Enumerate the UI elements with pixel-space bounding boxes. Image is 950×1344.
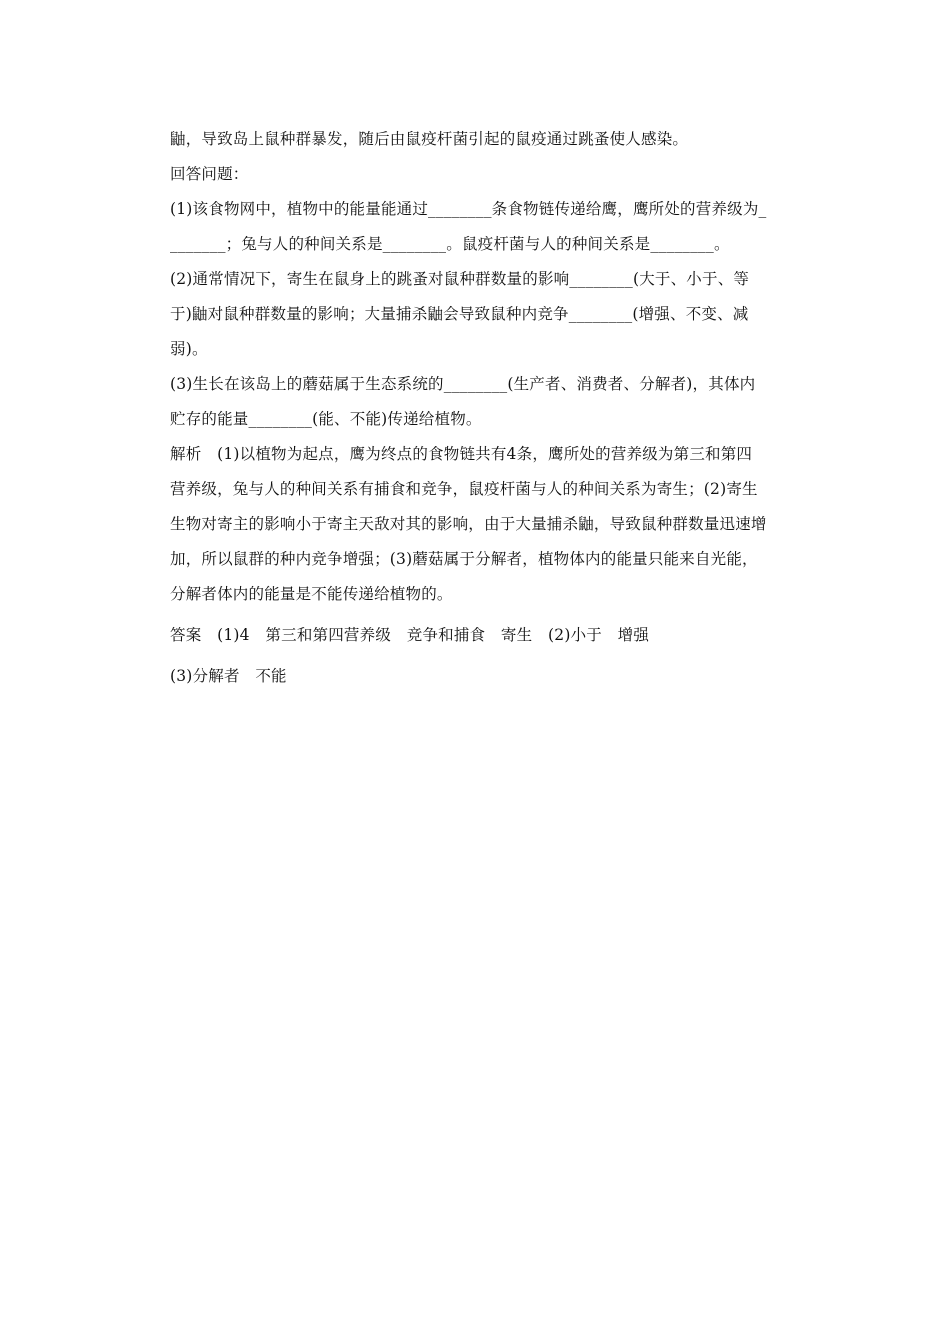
text-line-1: 鼬，导致岛上鼠种群暴发，随后由鼠疫杆菌引起的鼠疫通过跳蚤使人感染。 xyxy=(170,130,689,148)
question-1-line-2: _______；兔与人的种间关系是________。鼠疫杆菌与人的种间关系是________。 xyxy=(170,235,730,253)
analysis-line-5: 分解者体内的能量是不能传递给植物的。 xyxy=(170,585,453,603)
analysis-line-4: 加，所以鼠群的种内竞争增强；(3)蘑菇属于分解者，植物体内的能量只能来自光能， xyxy=(170,550,758,568)
analysis-line-3: 生物对寄主的影响小于寄主天敌对其的影响，由于大量捕杀鼬，导致鼠种群数量迅速增 xyxy=(170,515,767,533)
answer-line-2: (3)分解者 不能 xyxy=(170,667,287,685)
analysis-line-2: 营养级，兔与人的种间关系有捕食和竞争，鼠疫杆菌与人的种间关系为寄生；(2)寄生 xyxy=(170,480,758,498)
question-2-line-2: 于)鼬对鼠种群数量的影响；大量捕杀鼬会导致鼠种内竞争________(增强、不变、减 xyxy=(170,305,749,323)
question-3-line-2: 贮存的能量________(能、不能)传递给植物。 xyxy=(170,410,482,428)
question-2-line-1: (2)通常情况下，寄生在鼠身上的跳蚤对鼠种群数量的影响________(大于、小于、等 xyxy=(170,270,750,288)
analysis-line-1: 解析 (1)以植物为起点，鹰为终点的食物链共有4条，鹰所处的营养级为第三和第四 xyxy=(170,445,753,463)
document-page xyxy=(170,122,810,694)
question-1-line-1: (1)该食物网中，植物中的能量能通过________条食物链传递给鹰，鹰所处的营养级为_ xyxy=(170,200,767,218)
answer-line-1: 答案 (1)4 第三和第四营养级 竞争和捕食 寄生 (2)小于 增强 xyxy=(170,626,650,644)
text-line-2: 回答问题： xyxy=(170,165,249,183)
question-2-line-3: 弱)。 xyxy=(170,340,208,358)
question-3-line-1: (3)生长在该岛上的蘑菇属于生态系统的________(生产者、消费者、分解者)，其体内 xyxy=(170,375,756,393)
